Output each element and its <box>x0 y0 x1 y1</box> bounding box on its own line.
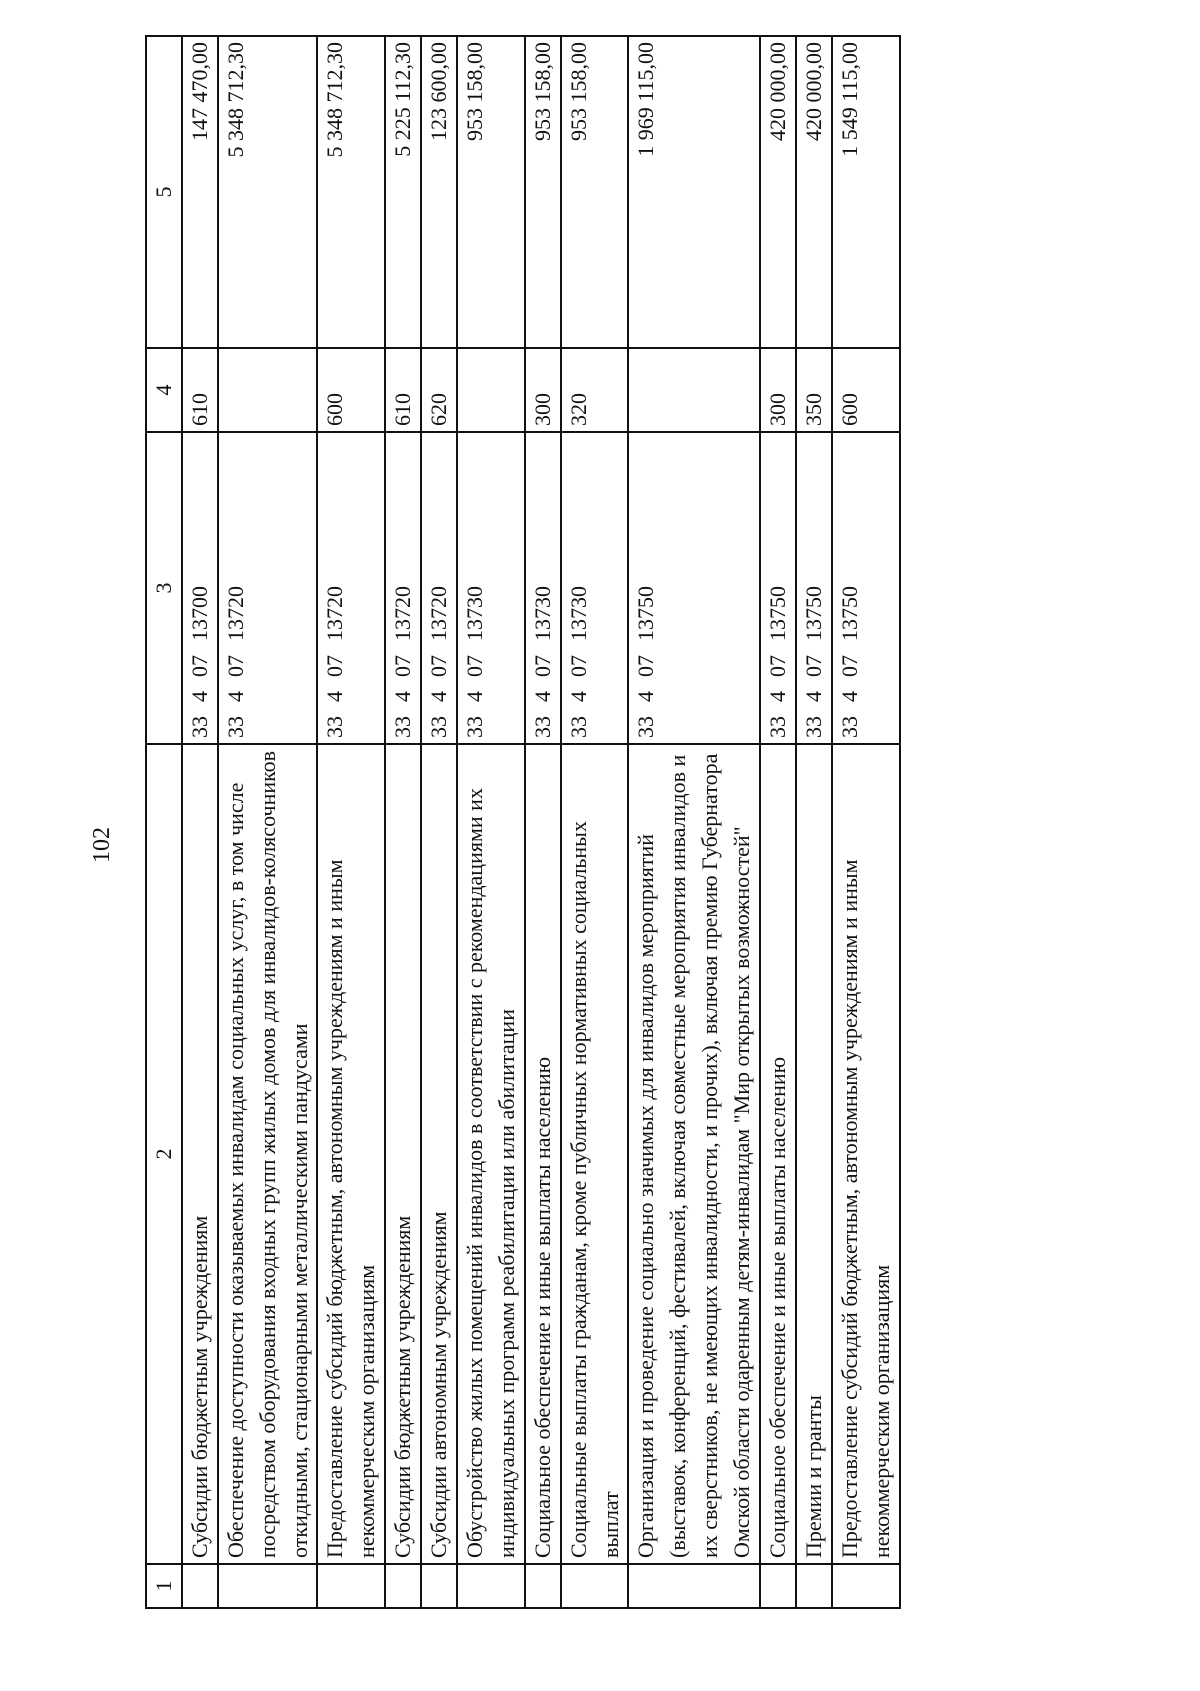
code-part: 13700 <box>186 586 212 641</box>
target-article-code-cell <box>218 432 318 744</box>
row-number-cell <box>796 1564 832 1608</box>
code-part: 13720 <box>222 586 248 641</box>
expense-name-cell: Предоставление субсидий бюджетным, автономным учреждениям и иным некоммерческим организациям <box>317 744 385 1564</box>
target-article-code-cell <box>385 432 421 744</box>
expense-type-cell <box>218 348 318 432</box>
row-number-cell <box>561 1564 629 1608</box>
target-article-code-cell <box>421 432 457 744</box>
code-part: 13720 <box>390 586 416 641</box>
code-part: 33 <box>186 716 212 738</box>
table-row <box>421 36 457 1608</box>
code-part: 4 <box>529 691 555 702</box>
table-header-row <box>146 36 182 1608</box>
expense-name-cell: Обеспечение доступности оказываемых инвалидам социальных услуг, в том числе посредством оборудования входных групп жилых домов для инвалидов-колясочников откидными, стационарными металлическими пандусами <box>218 744 318 1564</box>
row-number-cell <box>317 1564 385 1608</box>
code-part: 07 <box>186 655 212 677</box>
code-part: 07 <box>765 655 791 677</box>
budget-table <box>145 35 901 1609</box>
amount-cell: 5 348 712,30 <box>317 36 385 348</box>
code-part: 33 <box>765 716 791 738</box>
header-col-2: 2 <box>146 744 182 1564</box>
header-col-4: 4 <box>146 348 182 432</box>
table-row <box>832 36 900 1608</box>
code-part: 33 <box>800 716 826 738</box>
code-part: 13750 <box>633 586 659 641</box>
amount-cell: 5 225 112,30 <box>385 36 421 348</box>
table-row <box>218 36 318 1608</box>
page-number: 102 <box>89 827 115 863</box>
amount-cell: 953 158,00 <box>457 36 525 348</box>
target-article-code-cell <box>525 432 561 744</box>
code-part: 4 <box>322 691 348 702</box>
expense-type-cell <box>457 348 525 432</box>
amount-cell: 1 549 115,00 <box>832 36 900 348</box>
expense-type-cell: 300 <box>760 348 796 432</box>
target-article-code-cell <box>317 432 385 744</box>
target-article-code-cell <box>182 432 218 744</box>
table-row <box>796 36 832 1608</box>
expense-name-cell: Обустройство жилых помещений инвалидов в соответствии с рекомендациями их индивидуальных программ реабилитации или абилитации <box>457 744 525 1564</box>
code-part: 13750 <box>800 586 826 641</box>
amount-cell: 953 158,00 <box>525 36 561 348</box>
code-part: 13730 <box>529 586 555 641</box>
code-part: 4 <box>800 691 826 702</box>
code-part: 07 <box>462 655 488 677</box>
code-part: 33 <box>322 716 348 738</box>
code-part: 33 <box>426 716 452 738</box>
code-part: 07 <box>565 655 591 677</box>
expense-type-cell: 620 <box>421 348 457 432</box>
code-part: 4 <box>186 691 212 702</box>
header-col-5: 5 <box>146 36 182 348</box>
target-article-code-cell <box>796 432 832 744</box>
expense-name-cell: Предоставление субсидий бюджетным, автономным учреждениям и иным некоммерческим организациям <box>832 744 900 1564</box>
row-number-cell <box>457 1564 525 1608</box>
code-part: 4 <box>462 691 488 702</box>
table-row <box>628 36 760 1608</box>
code-part: 33 <box>462 716 488 738</box>
code-part: 33 <box>565 716 591 738</box>
code-part: 4 <box>633 691 659 702</box>
amount-cell: 5 348 712,30 <box>218 36 318 348</box>
expense-type-cell: 600 <box>832 348 900 432</box>
code-part: 33 <box>390 716 416 738</box>
expense-type-cell: 610 <box>182 348 218 432</box>
target-article-code-cell <box>760 432 796 744</box>
expense-name-cell: Социальное обеспечение и иные выплаты населению <box>760 744 796 1564</box>
amount-cell: 953 158,00 <box>561 36 629 348</box>
table-row <box>457 36 525 1608</box>
expense-type-cell: 600 <box>317 348 385 432</box>
amount-cell: 420 000,00 <box>796 36 832 348</box>
expense-name-cell: Организация и проведение социально значимых для инвалидов мероприятий (выставок, конференций, фестивалей, включая совместные мероприятия инвалидов и их сверстников, не имеющих инвалидности, и прочих), включая премию Губернатора Омской области одаренным детям-инвалидам "Мир открытых возможностей" <box>628 744 760 1564</box>
expense-name-cell: Социальные выплаты гражданам, кроме публичных нормативных социальных выплат <box>561 744 629 1564</box>
table-row <box>317 36 385 1608</box>
code-part: 33 <box>529 716 555 738</box>
table-row <box>525 36 561 1608</box>
code-part: 4 <box>390 691 416 702</box>
code-part: 4 <box>222 691 248 702</box>
table-row <box>760 36 796 1608</box>
target-article-code-cell <box>628 432 760 744</box>
code-part: 13720 <box>322 586 348 641</box>
code-part: 13730 <box>565 586 591 641</box>
expense-type-cell <box>628 348 760 432</box>
code-part: 33 <box>633 716 659 738</box>
expense-name-cell: Премии и гранты <box>796 744 832 1564</box>
table-row <box>182 36 218 1608</box>
row-number-cell <box>218 1564 318 1608</box>
expense-name-cell: Субсидии автономным учреждениям <box>421 744 457 1564</box>
code-part: 4 <box>765 691 791 702</box>
amount-cell: 123 600,00 <box>421 36 457 348</box>
amount-cell: 147 470,00 <box>182 36 218 348</box>
code-part: 07 <box>633 655 659 677</box>
code-part: 13730 <box>462 586 488 641</box>
header-col-1: 1 <box>146 1564 182 1608</box>
code-part: 13750 <box>836 586 862 641</box>
code-part: 4 <box>565 691 591 702</box>
row-number-cell <box>182 1564 218 1608</box>
table-row <box>385 36 421 1608</box>
rotated-table-frame <box>145 42 1055 1609</box>
code-part: 07 <box>390 655 416 677</box>
code-part: 07 <box>322 655 348 677</box>
code-part: 07 <box>836 655 862 677</box>
expense-type-cell: 300 <box>525 348 561 432</box>
code-part: 4 <box>426 691 452 702</box>
code-part: 07 <box>426 655 452 677</box>
code-part: 13720 <box>426 586 452 641</box>
expense-type-cell: 610 <box>385 348 421 432</box>
code-part: 33 <box>836 716 862 738</box>
expense-name-cell: Субсидии бюджетным учреждениям <box>385 744 421 1564</box>
row-number-cell <box>385 1564 421 1608</box>
header-col-3: 3 <box>146 432 182 744</box>
amount-cell: 420 000,00 <box>760 36 796 348</box>
row-number-cell <box>832 1564 900 1608</box>
expense-name-cell: Социальное обеспечение и иные выплаты населению <box>525 744 561 1564</box>
expense-type-cell: 350 <box>796 348 832 432</box>
code-part: 07 <box>529 655 555 677</box>
code-part: 4 <box>836 691 862 702</box>
expense-type-cell: 320 <box>561 348 629 432</box>
target-article-code-cell <box>561 432 629 744</box>
code-part: 07 <box>800 655 826 677</box>
row-number-cell <box>760 1564 796 1608</box>
target-article-code-cell <box>457 432 525 744</box>
code-part: 07 <box>222 655 248 677</box>
code-part: 13750 <box>765 586 791 641</box>
amount-cell: 1 969 115,00 <box>628 36 760 348</box>
table-row <box>561 36 629 1608</box>
row-number-cell <box>525 1564 561 1608</box>
row-number-cell <box>421 1564 457 1608</box>
expense-name-cell: Субсидии бюджетным учреждениям <box>182 744 218 1564</box>
code-part: 33 <box>222 716 248 738</box>
target-article-code-cell <box>832 432 900 744</box>
row-number-cell <box>628 1564 760 1608</box>
